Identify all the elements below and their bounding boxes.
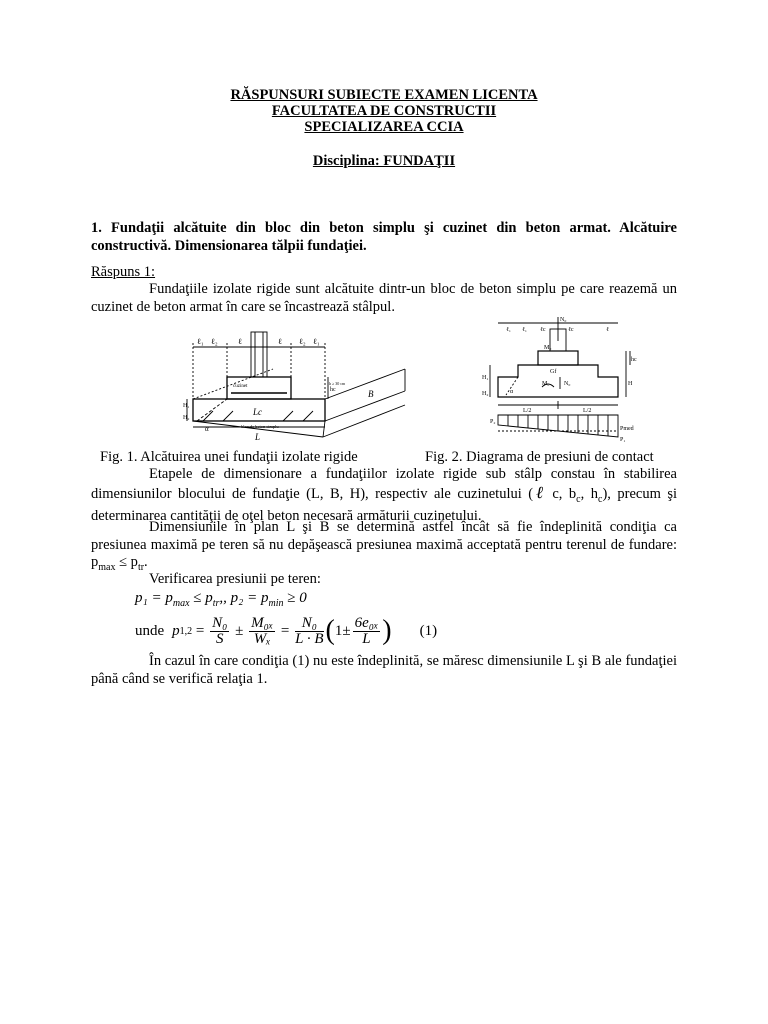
figure-2-pressure-diagram [478, 315, 638, 449]
fig1-label-h1: H₁ [183, 403, 190, 409]
fig1-label-L: L [255, 432, 261, 442]
fig2-label-alpha: α [510, 389, 514, 395]
paragraph-2-mid: c, b [545, 485, 577, 502]
header-line-2: FACULTATEA DE CONSTRUCTII [271, 103, 497, 119]
fig1-label-B: B [368, 389, 374, 399]
fig2-label-pmed: Pmed [620, 426, 634, 432]
answer-label: Răspuns 1: [91, 264, 156, 280]
fig1-label-hc: hc [330, 387, 336, 393]
fig1-label-l2a: ℓ₂ [211, 337, 218, 346]
fig2-label-p1: P₁ [620, 437, 626, 443]
paragraph-2: Etapele de dimensionare a fundaţiilor izolate rigide sub stâlp constau în stabilirea dimensiunilor blocului de fundaţie (L, B, H), respectiv ale cuzinetului (ℓ c, $b_c$, $h_c$), precum şi determinarea cantităţii de oţel beton necesară armăturii cuzinetului. [91, 466, 678, 524]
paragraph-3: Dimensiunile în plan L şi B se determină astfel încât să fie îndeplinită condiţia ca presiunea maximă pe teren să nu depăşească presiunea maximă acceptată pentru terenul de fundare: $p_{max} \le p_{tr}$. [91, 519, 677, 573]
paragraph-2-start: Etapele de dimensionare a fundaţiilor izolate rigide sub stâlp constau în stabilirea dimensiunilor blocului de fundaţie (L, B, H), respectiv ale cuzinetului ( [91, 466, 677, 502]
paragraph-1: Fundaţiile izolate rigide sunt alcătuite dintr-un bloc de beton simplu pe care reazemă un cuzinet de beton armat în care se încastrează stâlpul. [91, 281, 677, 315]
fig2-label-Mo: M₀ [542, 381, 550, 387]
fig1-label-lc: Lc [253, 407, 262, 417]
fig2-label-Gf: Gf [550, 369, 557, 375]
fig1-label-h2: H₂ [183, 415, 190, 421]
fig2-label-h2: H₂ [482, 391, 489, 397]
paragraph-2-end: ), precum şi determinarea cantităţii de oţel beton necesară armăturii cuzinetului. [91, 485, 678, 524]
formula-pressure-equation: unde p 1,2 = $\frac{\text{N₀}}{S}$ ± $\frac{\text{M₀ₓ}}{\text{Wₓ}}$ = $\frac{\text{N₀}}{L \cdot B}$ ( 1± $\frac{\text{6e₀ₓ}}{L}$ ) (1) [135, 614, 438, 647]
fig2-label-N0: N₀ [560, 317, 567, 323]
fig1-label-l2b: ℓ₂ [299, 337, 306, 346]
figure-1-foundation [183, 327, 418, 447]
fig2-label-L2b: L/2 [583, 408, 592, 414]
document-header [0, 87, 768, 135]
fig2-label-lc1: ℓc [540, 327, 546, 333]
formula-pressure-conditions: $p_1 = p_{max} \le p_{tr}$,, $p_2 = p_{min} \ge 0$ [135, 590, 307, 609]
fig2-label-lc2: ℓc [568, 327, 574, 333]
figure-1-caption: Fig. 1. Alcătuirea unei fundaţii izolate rigide [100, 449, 358, 465]
fig2-label-M0: M₀ [544, 345, 552, 351]
fig2-label-l1a: ℓ₁ [506, 327, 511, 333]
fig1-note: h ≥ 30 cm [329, 381, 346, 386]
header-line-1: RĂSPUNSURI SUBIECTE EXAMEN LICENTA [230, 87, 538, 103]
paragraph-4: Verificarea presiunii pe teren: [149, 571, 321, 587]
header-line-3: SPECIALIZAREA CCIA [304, 119, 464, 135]
formula-unde: unde [135, 622, 165, 639]
fig1-label-la: ℓ [238, 337, 242, 346]
fig1-label-lb: ℓ [278, 337, 282, 346]
fig1-bloc-label: bloc de beton simplu [241, 424, 279, 429]
discipline-title: Disciplina: FUNDAŢII [312, 153, 456, 169]
fig1-label-l1b: ℓ₁ [313, 337, 320, 346]
fig2-label-hc: hc [631, 357, 637, 363]
fig2-label-L2a: L/2 [523, 408, 532, 414]
fig1-label-l1a: ℓ₁ [197, 337, 204, 346]
fig2-label-la: ℓ [606, 327, 609, 333]
fig2-label-l1b: ℓ₁ [522, 327, 527, 333]
fig2-label-H: H [628, 381, 633, 387]
figure-2-caption: Fig. 2. Diagrama de presiuni de contact [425, 449, 654, 465]
fig2-label-p2: P₂ [490, 419, 496, 425]
fig1-cuzinet-label: cuzinet [233, 384, 248, 389]
formula-equation-number: (1) [419, 622, 438, 639]
fig1-label-alpha: α [205, 425, 209, 433]
fig2-label-h1: H₁ [482, 375, 489, 381]
fig2-label-No: N₀ [564, 381, 571, 387]
question-title: 1. Fundaţii alcătuite din bloc din beton simplu şi cuzinet din beton armat. Alcătuire constructivă. Dimensionarea tălpii fundaţiei. [91, 220, 677, 254]
paragraph-5: În cazul în care condiţia (1) nu este îndeplinită, se măresc dimensiunile L şi B ale fundaţiei până când se verifică relaţia 1. [91, 653, 677, 687]
